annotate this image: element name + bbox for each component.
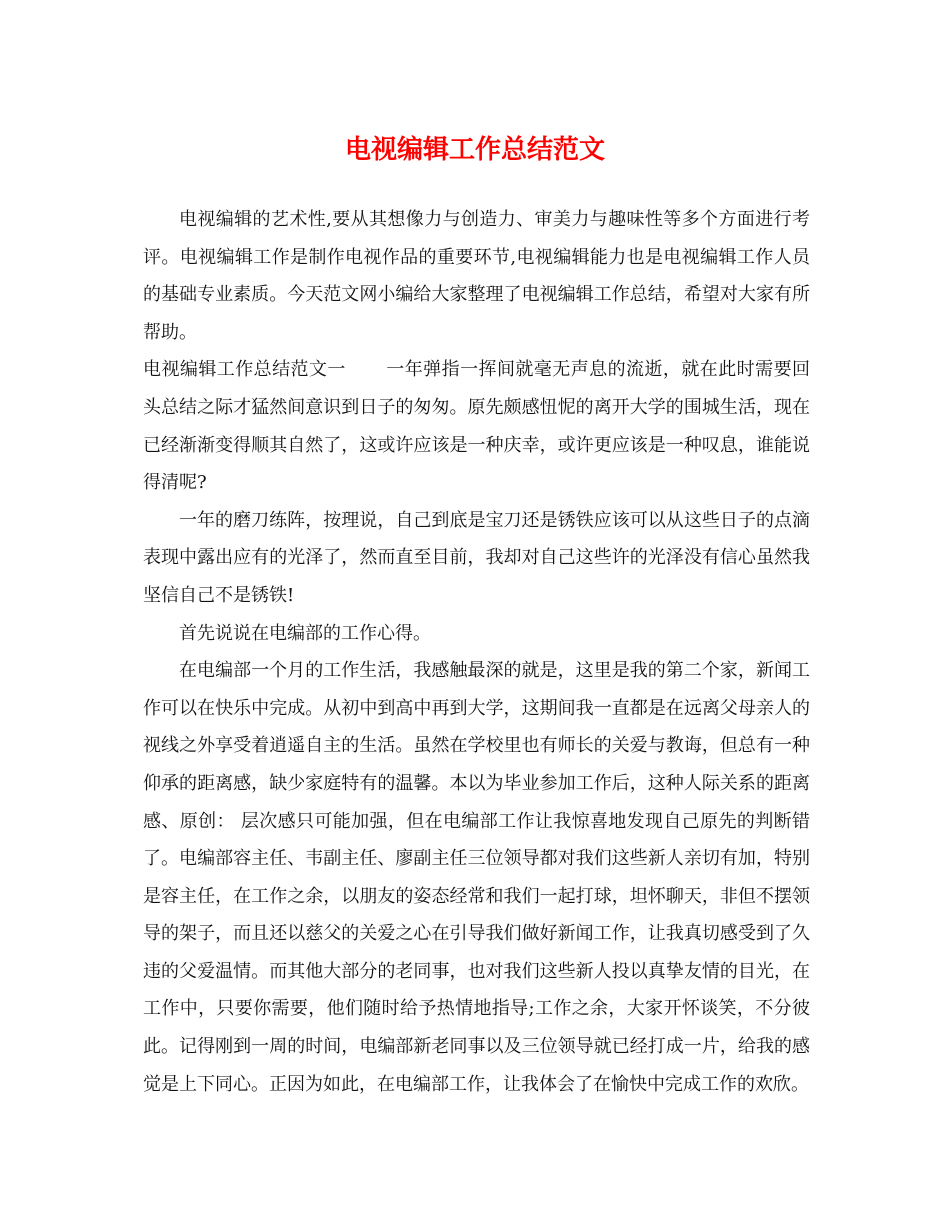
body-paragraph-3: 首先说说在电编部的工作心得。 <box>179 622 431 644</box>
body-paragraph-2: 一年的磨刀练阵，按理说，自己到底是宝刀还是锈铁应该可以从这些日子的点滴表现中露出应有的光泽了，然而直至目前，我却对自己这些许的光泽没有信心虽然我坚信自己不是锈铁! <box>143 509 810 606</box>
section-paragraph-1-text: 一年弹指一挥间就毫无声息的流逝，就在此时需要回头总结之际才猛然间意识到日子的匆匆。原先颇感忸怩的离开大学的围城生活，现在已经渐渐变得顺其自然了，这或许应该是一种庆幸，或许更应该是一种叹息，谁能说得清呢? <box>143 359 811 494</box>
section-heading: 电视编辑工作总结范文一 <box>143 359 346 381</box>
document-title: 电视编辑工作总结范文 <box>344 135 605 165</box>
body-paragraph-4: 在电编部一个月的工作生活，我感触最深的就是，这里是我的第二个家，新闻工作可以在快乐中完成。从初中到高中再到大学，这期间我一直都是在远离父母亲人的视线之外享受着逍遥自主的生活。虽然在学校里也有师长的关爱与教诲，但总有一种仰承的距离感，缺少家庭特有的温馨。本以为毕业参加工作后，这种人际关系的距离感、原创： 层次感只可能加强，但在电编部工作让我惊喜地发现自己原先的判断错了。电编部容主任、韦副主任、廖副主任三位领导都对我们这些新人亲切有加，特别是容主任，在工作之余，以朋友的姿态经常和我们一起打球，坦怀聊天，非但不摆领导的架子，而且还以慈父的关爱之心在引导我们做好新闻工作，让我真切感受到了久违的父爱温情。而其他大部分的老同事，也对我们这些新人投以真挚友情的目光，在工作中，只要你需要，他们随时给予热情地指导;工作之余，大家开怀谈笑，不分彼此。记得刚到一周的时间，电编部新老同事以及三位领导就已经打成一片，给我的感觉是上下同心。正因为如此，在电编部工作，让我体会了在愉快中完成工作的欢欣。 <box>143 660 810 1095</box>
section-paragraph-1 <box>143 351 810 501</box>
intro-paragraph: 电视编辑的艺术性,要从其想像力与创造力、审美力与趣味性等多个方面进行考评。电视编辑工作是制作电视作品的重要环节,电视编辑能力也是电视编辑工作人员的基础专业素质。今天范文网小编给大家整理了电视编辑工作总结，希望对大家有所帮助。 <box>143 209 810 343</box>
document-body <box>143 201 810 1103</box>
